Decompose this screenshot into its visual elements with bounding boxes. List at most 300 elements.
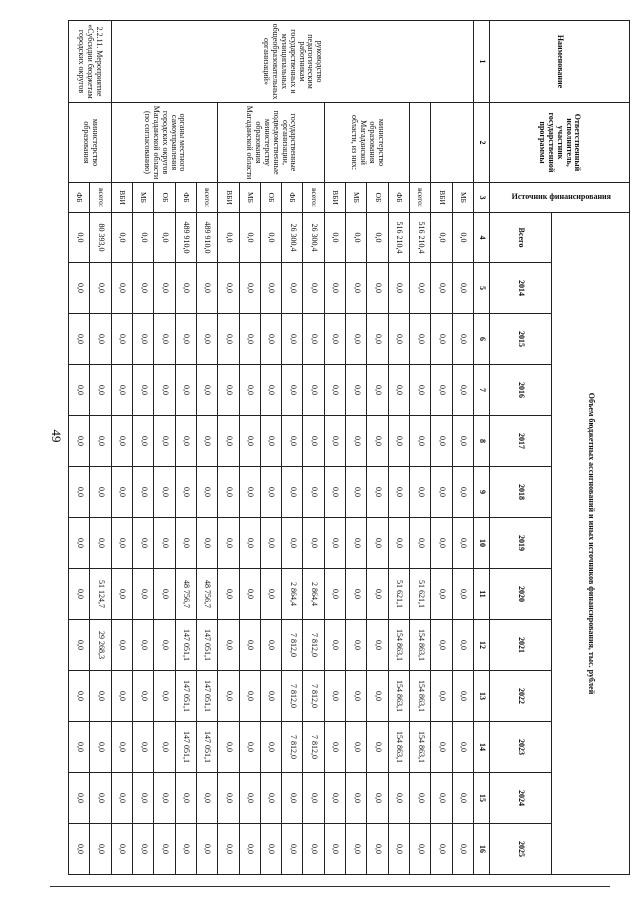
header-name: Наименование	[490, 21, 630, 103]
column-number: 15	[474, 773, 490, 824]
row-total: 0,0	[431, 213, 452, 263]
column-number: 11	[474, 569, 490, 620]
row-year-value: 0,0	[346, 518, 367, 569]
row-year-value: 0,0	[154, 773, 175, 824]
row-year-value: 0,0	[410, 416, 431, 467]
table-row	[196, 21, 217, 875]
column-number: 2	[474, 103, 490, 183]
row-year-value: 147 051,1	[196, 620, 217, 671]
header-year: 2018	[490, 467, 552, 518]
financing-table	[68, 20, 630, 875]
row-year-value: 0,0	[346, 569, 367, 620]
row-year-value: 0,0	[410, 518, 431, 569]
row-year-value: 0,0	[452, 467, 473, 518]
row-year-value: 0,0	[196, 773, 217, 824]
row-year-value: 51 124,7	[90, 569, 111, 620]
table-row	[388, 21, 409, 875]
row-year-value: 0,0	[324, 416, 345, 467]
row-year-value: 0,0	[154, 416, 175, 467]
row-year-value: 2 864,4	[282, 569, 303, 620]
row-source: ВБИ	[431, 183, 452, 213]
row-year-value: 0,0	[452, 263, 473, 314]
row-year-value: 29 268,3	[90, 620, 111, 671]
row-year-value: 0,0	[175, 314, 196, 365]
row-year-value: 0,0	[324, 722, 345, 773]
row-year-value: 0,0	[175, 824, 196, 875]
row-executor: органы местного самоуправления городских округов Магаданской области (по согласованию)	[111, 103, 218, 183]
row-year-value: 51 621,1	[388, 569, 409, 620]
row-year-value: 0,0	[133, 569, 154, 620]
row-total: 0,0	[133, 213, 154, 263]
row-source: ФБ	[175, 183, 196, 213]
header-executor: Ответственный исполнитель, участник государственной программы	[490, 103, 630, 183]
row-year-value: 0,0	[111, 365, 132, 416]
header-year: 2023	[490, 722, 552, 773]
row-total: 489 910,0	[196, 213, 217, 263]
row-year-value: 0,0	[367, 314, 388, 365]
row-year-value: 0,0	[196, 467, 217, 518]
row-year-value: 0,0	[69, 773, 90, 824]
row-year-value: 0,0	[175, 467, 196, 518]
row-year-value: 7 812,0	[303, 620, 324, 671]
row-year-value: 0,0	[452, 620, 473, 671]
row-year-value: 147 051,1	[175, 671, 196, 722]
row-year-value: 0,0	[367, 620, 388, 671]
row-year-value: 0,0	[346, 773, 367, 824]
row-total: 0,0	[324, 213, 345, 263]
row-year-value: 0,0	[133, 365, 154, 416]
row-year-value: 0,0	[90, 416, 111, 467]
row-year-value: 0,0	[452, 671, 473, 722]
row-year-value: 0,0	[90, 467, 111, 518]
row-year-value: 48 756,7	[196, 569, 217, 620]
table-body	[69, 21, 474, 875]
row-year-value: 0,0	[431, 722, 452, 773]
row-source: ФБ	[282, 183, 303, 213]
row-year-value: 0,0	[218, 314, 239, 365]
row-year-value: 0,0	[69, 824, 90, 875]
header-year: 2024	[490, 773, 552, 824]
row-source: ВБИ	[111, 183, 132, 213]
row-total: 0,0	[218, 213, 239, 263]
header-year: 2017	[490, 416, 552, 467]
row-year-value: 0,0	[367, 773, 388, 824]
row-year-value: 0,0	[431, 569, 452, 620]
row-year-value: 0,0	[388, 467, 409, 518]
row-year-value: 0,0	[260, 773, 281, 824]
row-total: 516 210,4	[410, 213, 431, 263]
row-year-value: 0,0	[90, 314, 111, 365]
row-year-value: 0,0	[154, 620, 175, 671]
row-year-value: 0,0	[111, 467, 132, 518]
row-year-value: 0,0	[90, 824, 111, 875]
header-total: Всего	[490, 213, 552, 263]
row-year-value: 0,0	[324, 263, 345, 314]
row-year-value: 7 812,0	[303, 722, 324, 773]
row-year-value: 0,0	[111, 671, 132, 722]
row-year-value: 0,0	[282, 467, 303, 518]
row-year-value: 0,0	[133, 671, 154, 722]
row-year-value: 0,0	[111, 314, 132, 365]
row-year-value: 0,0	[282, 365, 303, 416]
row-year-value: 0,0	[69, 416, 90, 467]
row-year-value: 0,0	[324, 314, 345, 365]
row-year-value: 0,0	[303, 773, 324, 824]
row-year-value: 0,0	[196, 824, 217, 875]
row-executor: министерство образования Магаданской области, из них:	[324, 103, 409, 183]
row-year-value: 0,0	[218, 416, 239, 467]
row-year-value: 0,0	[133, 722, 154, 773]
row-year-value: 0,0	[282, 314, 303, 365]
row-year-value: 0,0	[324, 671, 345, 722]
row-year-value: 0,0	[175, 773, 196, 824]
row-year-value: 0,0	[260, 569, 281, 620]
row-year-value: 0,0	[388, 365, 409, 416]
row-year-value: 0,0	[69, 263, 90, 314]
row-source: всего:	[303, 183, 324, 213]
column-number: 10	[474, 518, 490, 569]
column-number: 14	[474, 722, 490, 773]
row-year-value: 0,0	[90, 518, 111, 569]
row-year-value: 0,0	[452, 569, 473, 620]
row-total: 26 300,4	[282, 213, 303, 263]
row-year-value: 0,0	[239, 620, 260, 671]
row-year-value: 0,0	[196, 416, 217, 467]
row-total: 0,0	[452, 213, 473, 263]
row-year-value: 0,0	[388, 518, 409, 569]
row-year-value: 0,0	[431, 467, 452, 518]
row-source: всего:	[196, 183, 217, 213]
row-total: 0,0	[260, 213, 281, 263]
row-year-value: 0,0	[303, 263, 324, 314]
row-source: всего:	[90, 183, 111, 213]
row-year-value: 147 051,1	[196, 722, 217, 773]
column-number: 5	[474, 263, 490, 314]
row-year-value: 0,0	[260, 671, 281, 722]
row-year-value: 0,0	[69, 518, 90, 569]
row-year-value: 0,0	[367, 569, 388, 620]
header-year: 2016	[490, 365, 552, 416]
column-number: 3	[474, 183, 490, 213]
row-year-value: 0,0	[218, 467, 239, 518]
row-year-value: 0,0	[388, 263, 409, 314]
row-year-value: 0,0	[111, 620, 132, 671]
row-executor	[410, 103, 431, 183]
column-number: 16	[474, 824, 490, 875]
row-year-value: 0,0	[431, 824, 452, 875]
row-year-value: 2 864,4	[303, 569, 324, 620]
row-year-value: 0,0	[367, 824, 388, 875]
page-bottom-rule	[50, 886, 610, 887]
row-year-value: 0,0	[218, 569, 239, 620]
row-source: МБ	[133, 183, 154, 213]
row-year-value: 0,0	[218, 620, 239, 671]
row-source: ФБ	[388, 183, 409, 213]
row-year-value: 0,0	[324, 467, 345, 518]
row-year-value: 154 863,1	[388, 620, 409, 671]
row-source: ОБ	[367, 183, 388, 213]
row-year-value: 0,0	[324, 518, 345, 569]
row-year-value: 154 863,1	[410, 671, 431, 722]
row-year-value: 0,0	[133, 263, 154, 314]
row-year-value: 0,0	[431, 263, 452, 314]
row-source: ФБ	[69, 183, 90, 213]
row-name: 2.2.11. Мероприятие «Субсидии бюджетам городских округов	[69, 21, 112, 103]
row-total: 0,0	[346, 213, 367, 263]
row-executor: министерство образования	[69, 103, 112, 183]
header-year: 2015	[490, 314, 552, 365]
row-year-value: 0,0	[133, 620, 154, 671]
column-number: 12	[474, 620, 490, 671]
row-year-value: 0,0	[218, 773, 239, 824]
row-year-value: 0,0	[410, 467, 431, 518]
row-total: 489 910,0	[175, 213, 196, 263]
header-year: 2014	[490, 263, 552, 314]
column-number: 6	[474, 314, 490, 365]
row-year-value: 0,0	[260, 722, 281, 773]
row-year-value: 0,0	[154, 467, 175, 518]
row-total: 0,0	[111, 213, 132, 263]
row-year-value: 154 863,1	[410, 620, 431, 671]
row-year-value: 0,0	[133, 467, 154, 518]
row-year-value: 154 863,1	[388, 671, 409, 722]
row-year-value: 0,0	[260, 365, 281, 416]
row-year-value: 0,0	[69, 722, 90, 773]
row-year-value: 0,0	[133, 416, 154, 467]
row-year-value: 0,0	[260, 263, 281, 314]
header-volume: Объем бюджетных ассигнований и иных источников финансирования, тыс. рублей	[552, 213, 630, 875]
row-year-value: 0,0	[303, 467, 324, 518]
column-number: 13	[474, 671, 490, 722]
row-source: МБ	[452, 183, 473, 213]
column-number: 1	[474, 21, 490, 103]
row-year-value: 0,0	[133, 314, 154, 365]
row-year-value: 0,0	[239, 365, 260, 416]
row-year-value: 0,0	[133, 518, 154, 569]
row-total: 0,0	[154, 213, 175, 263]
row-total: 0,0	[367, 213, 388, 263]
row-year-value: 0,0	[367, 365, 388, 416]
row-year-value: 0,0	[133, 824, 154, 875]
header-year: 2019	[490, 518, 552, 569]
row-year-value: 0,0	[303, 518, 324, 569]
row-source: ОБ	[154, 183, 175, 213]
row-year-value: 0,0	[239, 671, 260, 722]
row-year-value: 0,0	[410, 773, 431, 824]
row-year-value: 0,0	[154, 314, 175, 365]
row-year-value: 0,0	[260, 824, 281, 875]
landscape-table-wrapper	[68, 20, 630, 875]
row-year-value: 0,0	[367, 722, 388, 773]
row-source: всего:	[410, 183, 431, 213]
row-year-value: 0,0	[324, 620, 345, 671]
row-year-value: 0,0	[154, 569, 175, 620]
row-year-value: 0,0	[388, 416, 409, 467]
row-year-value: 0,0	[111, 518, 132, 569]
row-year-value: 0,0	[154, 671, 175, 722]
row-year-value: 0,0	[367, 263, 388, 314]
row-year-value: 0,0	[303, 416, 324, 467]
header-source-text: Источник финансирования	[511, 192, 611, 202]
row-year-value: 0,0	[431, 365, 452, 416]
row-year-value: 7 812,0	[282, 671, 303, 722]
row-year-value: 0,0	[452, 722, 473, 773]
row-year-value: 7 812,0	[282, 722, 303, 773]
row-source: ВБИ	[324, 183, 345, 213]
row-year-value: 0,0	[282, 416, 303, 467]
row-year-value: 0,0	[154, 722, 175, 773]
row-year-value: 0,0	[154, 824, 175, 875]
row-year-value: 0,0	[346, 314, 367, 365]
row-year-value: 0,0	[239, 467, 260, 518]
row-year-value: 0,0	[431, 620, 452, 671]
row-year-value: 0,0	[90, 671, 111, 722]
row-year-value: 0,0	[90, 722, 111, 773]
row-year-value: 0,0	[324, 365, 345, 416]
row-total: 26 300,4	[303, 213, 324, 263]
row-year-value: 0,0	[431, 671, 452, 722]
row-source: ВБИ	[218, 183, 239, 213]
row-name: руководство педагогическим работникам государственных и муниципальных общеобразовательных организаций»	[111, 21, 473, 103]
row-year-value: 0,0	[303, 314, 324, 365]
row-year-value: 0,0	[69, 467, 90, 518]
row-year-value: 0,0	[282, 263, 303, 314]
row-year-value: 48 756,7	[175, 569, 196, 620]
row-year-value: 0,0	[239, 569, 260, 620]
row-year-value: 51 621,1	[410, 569, 431, 620]
row-year-value: 0,0	[410, 365, 431, 416]
row-year-value: 0,0	[69, 671, 90, 722]
row-source: МБ	[239, 183, 260, 213]
row-year-value: 0,0	[346, 722, 367, 773]
row-year-value: 0,0	[218, 824, 239, 875]
row-source: МБ	[346, 183, 367, 213]
row-year-value: 0,0	[69, 314, 90, 365]
row-year-value: 0,0	[111, 263, 132, 314]
row-year-value: 0,0	[175, 518, 196, 569]
row-year-value: 0,0	[431, 773, 452, 824]
row-year-value: 0,0	[346, 365, 367, 416]
column-number: 7	[474, 365, 490, 416]
row-year-value: 0,0	[175, 365, 196, 416]
header-year: 2022	[490, 671, 552, 722]
row-year-value: 0,0	[324, 824, 345, 875]
row-year-value: 0,0	[218, 518, 239, 569]
column-number: 9	[474, 467, 490, 518]
row-year-value: 0,0	[388, 773, 409, 824]
column-number: 8	[474, 416, 490, 467]
row-year-value: 154 863,1	[410, 722, 431, 773]
row-year-value: 0,0	[388, 314, 409, 365]
row-year-value: 0,0	[260, 467, 281, 518]
row-year-value: 0,0	[346, 263, 367, 314]
row-executor: государственные организации, подведомственные министерству образования Магаданской области	[218, 103, 325, 183]
row-year-value: 0,0	[239, 416, 260, 467]
row-year-value: 0,0	[239, 722, 260, 773]
row-year-value: 0,0	[303, 824, 324, 875]
row-year-value: 0,0	[69, 620, 90, 671]
row-year-value: 0,0	[239, 263, 260, 314]
row-year-value: 0,0	[175, 416, 196, 467]
row-year-value: 0,0	[175, 263, 196, 314]
row-year-value: 0,0	[367, 467, 388, 518]
column-number: 4	[474, 213, 490, 263]
column-numbers-row	[474, 21, 490, 875]
row-year-value: 0,0	[367, 671, 388, 722]
row-year-value: 0,0	[388, 824, 409, 875]
row-year-value: 0,0	[239, 824, 260, 875]
row-year-value: 0,0	[154, 263, 175, 314]
table-row	[410, 21, 431, 875]
row-year-value: 0,0	[218, 671, 239, 722]
table-row	[90, 21, 111, 875]
row-year-value: 0,0	[218, 263, 239, 314]
row-year-value: 0,0	[239, 518, 260, 569]
row-total: 80 393,0	[90, 213, 111, 263]
row-year-value: 0,0	[90, 365, 111, 416]
row-year-value: 0,0	[410, 824, 431, 875]
header-source	[490, 183, 630, 213]
row-year-value: 0,0	[111, 416, 132, 467]
row-total: 0,0	[239, 213, 260, 263]
row-year-value: 0,0	[154, 518, 175, 569]
row-year-value: 0,0	[239, 314, 260, 365]
row-year-value: 0,0	[69, 365, 90, 416]
table-row	[303, 21, 324, 875]
row-year-value: 0,0	[196, 314, 217, 365]
row-year-value: 0,0	[260, 518, 281, 569]
row-year-value: 0,0	[431, 314, 452, 365]
row-year-value: 0,0	[260, 314, 281, 365]
row-year-value: 0,0	[431, 416, 452, 467]
row-source: ОБ	[260, 183, 281, 213]
row-year-value: 0,0	[346, 467, 367, 518]
row-year-value: 0,0	[431, 518, 452, 569]
row-year-value: 0,0	[346, 824, 367, 875]
row-year-value: 0,0	[111, 773, 132, 824]
row-year-value: 0,0	[154, 365, 175, 416]
row-year-value: 0,0	[69, 569, 90, 620]
row-year-value: 0,0	[133, 773, 154, 824]
row-year-value: 0,0	[218, 365, 239, 416]
row-year-value: 0,0	[410, 263, 431, 314]
row-executor	[431, 103, 474, 183]
row-year-value: 7 812,0	[282, 620, 303, 671]
row-year-value: 0,0	[282, 518, 303, 569]
rotated-page-stage	[68, 20, 630, 875]
row-year-value: 7 812,0	[303, 671, 324, 722]
row-year-value: 0,0	[111, 722, 132, 773]
row-year-value: 0,0	[452, 773, 473, 824]
row-year-value: 0,0	[346, 671, 367, 722]
page-number: 49	[49, 429, 64, 443]
row-year-value: 0,0	[282, 824, 303, 875]
row-year-value: 147 051,1	[175, 722, 196, 773]
row-year-value: 0,0	[239, 773, 260, 824]
row-year-value: 0,0	[111, 824, 132, 875]
row-year-value: 147 051,1	[196, 671, 217, 722]
row-year-value: 0,0	[410, 314, 431, 365]
row-year-value: 0,0	[324, 569, 345, 620]
header-year: 2025	[490, 824, 552, 875]
row-year-value: 0,0	[282, 773, 303, 824]
row-year-value: 0,0	[346, 416, 367, 467]
row-year-value: 0,0	[196, 518, 217, 569]
row-year-value: 0,0	[260, 620, 281, 671]
row-year-value: 0,0	[452, 365, 473, 416]
row-year-value: 0,0	[90, 263, 111, 314]
row-total: 0,0	[69, 213, 90, 263]
